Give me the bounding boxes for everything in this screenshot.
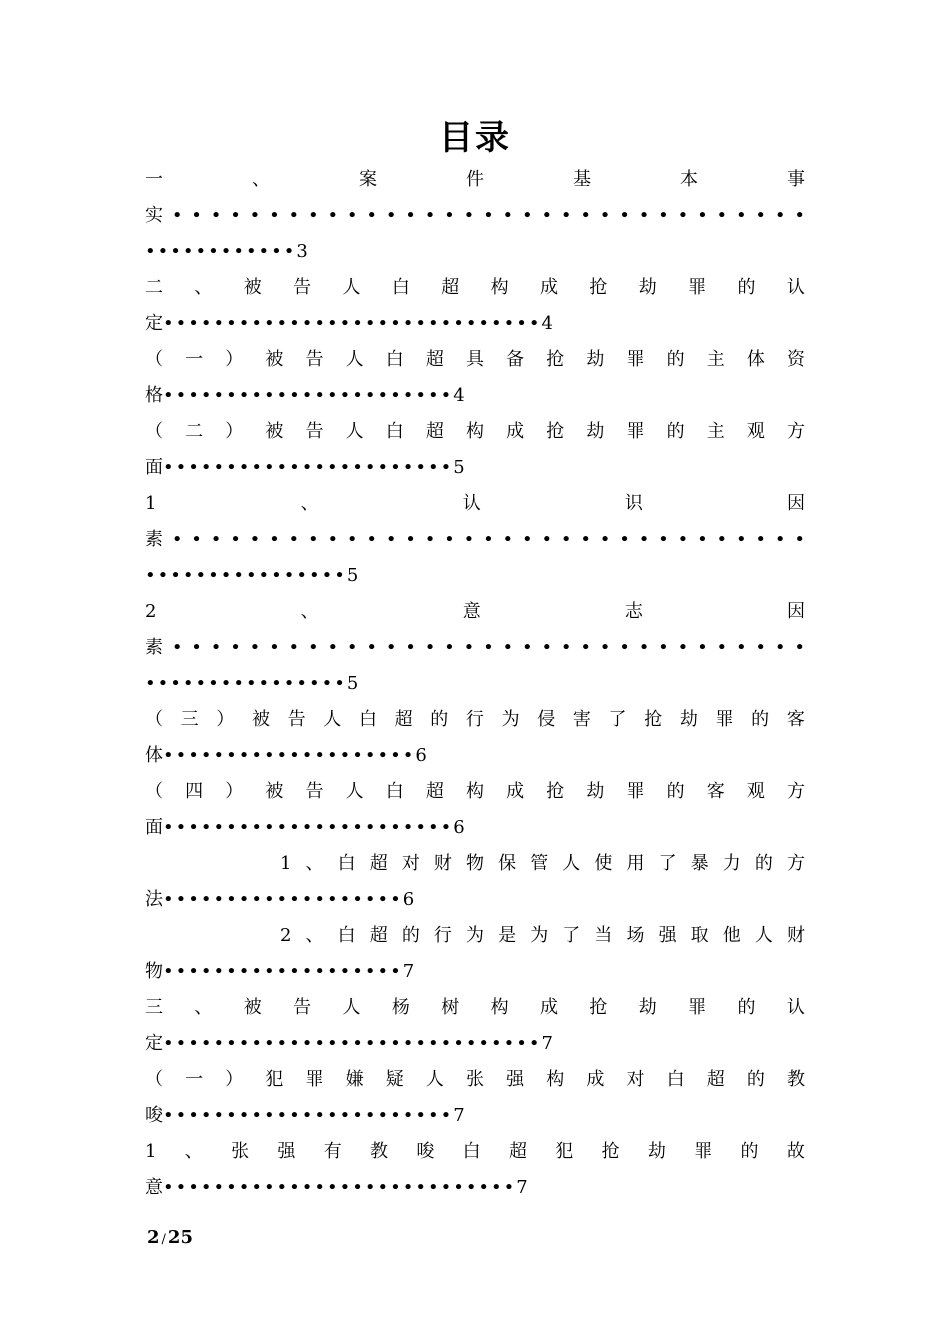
toc-page-number: 7: [402, 961, 415, 982]
page-separator: /: [161, 1232, 166, 1247]
toc-entry-leader: 意••••••••••••••••••••••••••••7: [145, 1177, 528, 1198]
table-of-contents: [145, 162, 805, 1206]
toc-page-number: 5: [453, 457, 465, 478]
total-pages: 25: [167, 1227, 193, 1248]
toc-entry-leader: 素 • • • • • • • • • • • • • • • • • • • • • • • • • • • • • • • • •: [145, 637, 805, 658]
toc-entry-heading[interactable]: 1 、 白 超 对 财 物 保 管 人 使 用 了 暴 力 的 方: [280, 853, 805, 874]
toc-entry-leader: 唆•••••••••••••••••••••••7: [145, 1105, 465, 1126]
toc-entry-heading[interactable]: （ 二 ） 被 告 人 白 超 构 成 抢 劫 罪 的 主 观 方: [145, 421, 805, 442]
toc-page-number: 7: [453, 1105, 465, 1126]
page-title: 目录: [439, 118, 511, 158]
toc-page-number: 5: [346, 673, 359, 694]
toc-page-number: 7: [541, 1033, 553, 1054]
toc-entry-leader: 面•••••••••••••••••••••••5: [145, 457, 465, 478]
toc-entry-heading[interactable]: 2 、 白 超 的 行 为 是 为 了 当 场 强 取 他 人 财: [280, 925, 805, 946]
page-number: [147, 1226, 193, 1252]
toc-page-number: 5: [346, 565, 359, 586]
toc-entry-leader: 法•••••••••••••••••••6: [145, 889, 415, 910]
toc-entry-leader: 素 • • • • • • • • • • • • • • • • • • • • • • • • • • • • • • • • •: [145, 529, 805, 550]
toc-entry-heading[interactable]: （ 一 ） 犯 罪 嫌 疑 人 张 强 构 成 对 白 超 的 教: [145, 1069, 805, 1090]
toc-entry-leader: 实 • • • • • • • • • • • • • • • • • • • • • • • • • • • • • • • • •: [145, 205, 805, 226]
toc-page-number: 6: [415, 745, 427, 766]
toc-entry-heading[interactable]: 1 、 认 识 因: [145, 493, 805, 514]
toc-page-number: 4: [541, 313, 553, 334]
toc-entry-heading[interactable]: （ 三 ） 被 告 人 白 超 的 行 为 侵 害 了 抢 劫 罪 的 客: [145, 709, 805, 730]
toc-page-number: 6: [453, 817, 465, 838]
toc-entry-leader: 物•••••••••••••••••••7: [145, 961, 415, 982]
toc-entry-heading[interactable]: （ 四 ） 被 告 人 白 超 构 成 抢 劫 罪 的 客 观 方: [145, 781, 805, 802]
toc-entry-heading[interactable]: 三 、 被 告 人 杨 树 构 成 抢 劫 罪 的 认: [145, 997, 805, 1018]
toc-entry-heading[interactable]: 二 、 被 告 人 白 超 构 成 抢 劫 罪 的 认: [145, 277, 805, 298]
toc-page-number: 7: [516, 1177, 528, 1198]
toc-entry-leader: 定••••••••••••••••••••••••••••••7: [145, 1033, 553, 1054]
toc-entry-leader: 定••••••••••••••••••••••••••••••4: [145, 313, 553, 334]
toc-entry-leader: 格•••••••••••••••••••••••4: [145, 385, 465, 406]
toc-page-number: 4: [453, 385, 465, 406]
toc-page-number: 6: [402, 889, 415, 910]
toc-entry-heading[interactable]: 一 、 案 件 基 本 事: [145, 169, 805, 190]
toc-entry-page-line: ••••••••••••••••5: [145, 673, 359, 694]
toc-page-number: 3: [296, 241, 308, 262]
toc-entry-leader: 体••••••••••••••••••••6: [145, 745, 427, 766]
toc-entry-page-line: ••••••••••••3: [145, 241, 308, 262]
toc-entry-heading[interactable]: （ 一 ） 被 告 人 白 超 具 备 抢 劫 罪 的 主 体 资: [145, 349, 805, 370]
current-page: 2: [147, 1227, 160, 1248]
toc-entry-page-line: ••••••••••••••••5: [145, 565, 359, 586]
toc-entry-heading[interactable]: 1 、 张 强 有 教 唆 白 超 犯 抢 劫 罪 的 故: [145, 1141, 805, 1162]
toc-entry-leader: 面•••••••••••••••••••••••6: [145, 817, 465, 838]
toc-entry-heading[interactable]: 2 、 意 志 因: [145, 601, 805, 622]
